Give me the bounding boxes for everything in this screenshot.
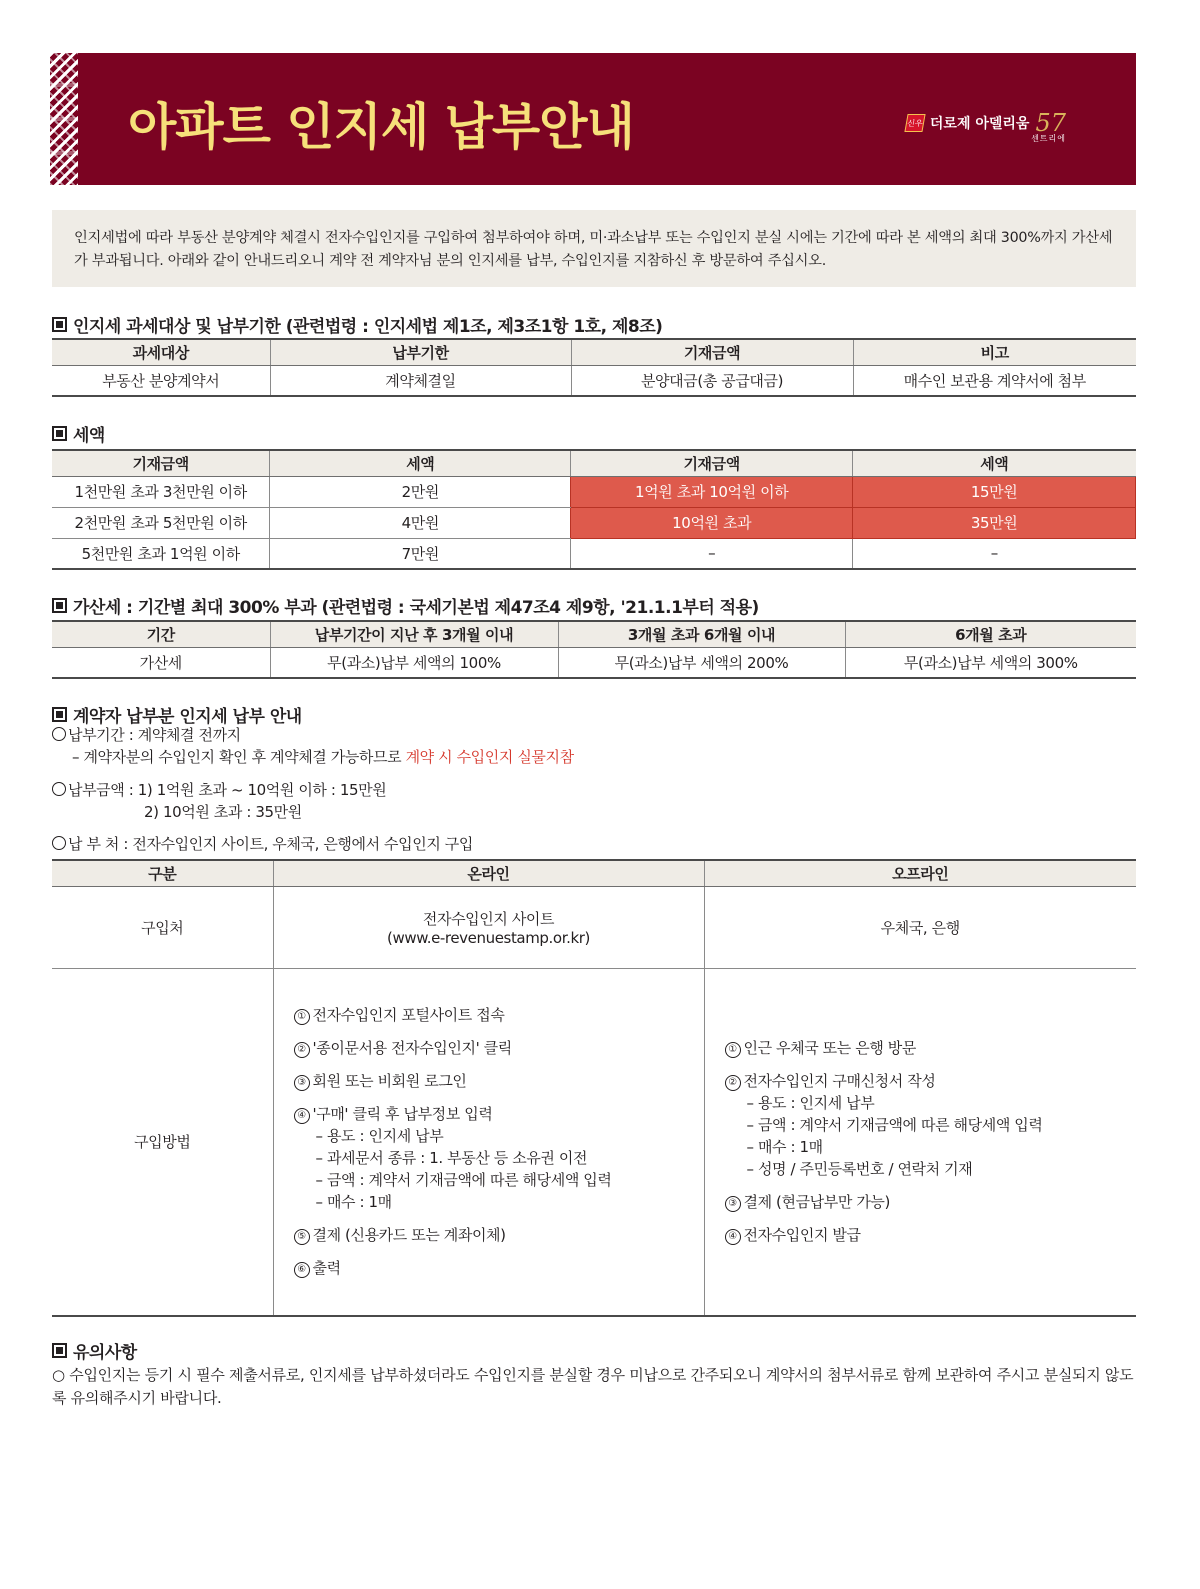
section5-title: 유의사항 <box>52 1338 137 1363</box>
table-cell: 4만원 <box>270 507 571 538</box>
table-cell: 무(과소)납부 세액의 100% <box>270 647 558 678</box>
table-header: 기재금액 <box>52 450 270 476</box>
square-bullet-icon <box>52 707 67 722</box>
emphasis-text: 계약 시 수입인지 실물지참 <box>405 748 574 766</box>
square-bullet-icon <box>52 426 67 441</box>
table-row <box>52 886 1136 968</box>
table-row <box>52 647 1136 678</box>
table-header: 세액 <box>270 450 571 476</box>
intro-box: 인지세법에 따라 부동산 분양계약 체결시 전자수입인지를 구입하여 첨부하여야 하며, 미·과소납부 또는 수입인지 분실 시에는 기간에 따라 본 세액의 최대 300%까지 가산세가 부과됩니다. 아래와 같이 안내드리오니 계약 전 계약자님 분의 인지세를 납부, 수입인지를 지참하신 후 방문하여 주십시오. <box>52 210 1136 287</box>
table-header: 납부기한 <box>270 339 571 365</box>
square-bullet-icon <box>52 1343 67 1358</box>
payment-amount: 납부금액 : 1) 1억원 초과 ~ 10억원 이하 : 15만원 2) 10억원 초과 : 35만원 <box>52 779 386 823</box>
table-cell: 우체국, 은행 <box>704 886 1136 968</box>
purchase-method-table <box>52 859 1136 1317</box>
brand-subtitle: 센트리에 <box>1031 134 1066 143</box>
page-title: 아파트 인지세 납부안내 <box>128 98 634 156</box>
circle-bullet-icon <box>52 727 66 741</box>
table-cell: 무(과소)납부 세액의 200% <box>558 647 845 678</box>
table-header: 구분 <box>52 860 273 886</box>
table-header: 3개월 초과 6개월 이내 <box>558 621 845 647</box>
circle-bullet-icon <box>52 782 66 796</box>
table-header-row <box>52 450 1136 476</box>
table-cell: – <box>571 538 853 569</box>
table-cell: 부동산 분양계약서 <box>52 365 270 396</box>
table-header: 기재금액 <box>571 339 853 365</box>
highlighted-cell: 10억원 초과 <box>571 507 853 538</box>
payment-place: 납 부 처 : 전자수입인지 사이트, 우체국, 은행에서 수입인지 구입 <box>52 833 473 855</box>
header-banner <box>50 53 1136 185</box>
table-header: 기간 <box>52 621 270 647</box>
tax-target-table <box>52 338 1136 397</box>
table-header: 비고 <box>853 339 1136 365</box>
tax-amount-table <box>52 449 1136 570</box>
table-header-row <box>52 860 1136 886</box>
table-cell: 2천만원 초과 5천만원 이하 <box>52 507 270 538</box>
square-bullet-icon <box>52 317 67 332</box>
highlighted-cell: 35만원 <box>853 507 1136 538</box>
table-header: 납부기간이 지난 후 3개월 이내 <box>270 621 558 647</box>
table-row <box>52 365 1136 396</box>
table-row <box>52 507 1136 538</box>
table-cell: 7만원 <box>270 538 571 569</box>
table-header: 세액 <box>853 450 1136 476</box>
table-header: 온라인 <box>273 860 704 886</box>
online-steps: ① 전자수입인지 포털사이트 접속 ② '종이문서용 전자수입인지' 클릭 ③ 회원 또는 비회원 로그인 ④ '구매' 클릭 후 납부정보 입력 – 용도 : 인지세 납부 – 과세문서 종류 : 1. 부동산 등 소유권 이전 – 금액 : 계약서 기재금액에 따른 해당세액 입력 – 매수 : 1매 ⑤ 결제 (신용카드 또는 계좌이체) ⑥ 출력 <box>273 968 704 1316</box>
table-header-row <box>52 339 1136 365</box>
table-cell: 1천만원 초과 3천만원 이하 <box>52 476 270 507</box>
section4-title: 계약자 납부분 인지세 납부 안내 <box>52 702 302 727</box>
table-cell: 계약체결일 <box>270 365 571 396</box>
table-cell: – <box>853 538 1136 569</box>
table-header: 오프라인 <box>704 860 1136 886</box>
table-cell: 가산세 <box>52 647 270 678</box>
table-cell: 2만원 <box>270 476 571 507</box>
notice-text: ○ 수입인지는 등기 시 필수 제출서류로, 인지세를 납부하셨더라도 수입인지를 분실할 경우 미납으로 간주되오니 계약서의 첨부서류로 함께 보관하여 주시고 분실되지 않도록 유의해주시기 바랍니다. <box>52 1366 1134 1407</box>
table-header: 기재금액 <box>571 450 853 476</box>
table-row <box>52 968 1136 1316</box>
table-row <box>52 538 1136 569</box>
table-cell: 구입방법 <box>52 968 273 1316</box>
brand-number: 57 <box>1035 109 1066 137</box>
table-cell: 전자수입인지 사이트 (www.e-revenuestamp.or.kr) <box>273 886 704 968</box>
table-cell: 분양대금(총 공급대금) <box>571 365 853 396</box>
decorative-pattern <box>50 53 78 185</box>
table-cell: 무(과소)납부 세액의 300% <box>845 647 1136 678</box>
payment-period: 납부기간 : 계약체결 전까지 – 계약자분의 수입인지 확인 후 계약체결 가능하므로 계약 시 수입인지 실물지참 <box>52 724 574 768</box>
highlighted-cell: 15만원 <box>853 476 1136 507</box>
table-row <box>52 476 1136 507</box>
table-cell: 매수인 보관용 계약서에 첨부 <box>853 365 1136 396</box>
table-header: 6개월 초과 <box>845 621 1136 647</box>
square-bullet-icon <box>52 598 67 613</box>
highlighted-cell: 1억원 초과 10억원 이하 <box>571 476 853 507</box>
brand-name: 더로제 아델리움 <box>929 116 1030 132</box>
table-cell: 구입처 <box>52 886 273 968</box>
table-header: 과세대상 <box>52 339 270 365</box>
section2-title: 세액 <box>52 421 105 446</box>
penalty-table <box>52 620 1136 679</box>
brand-logo <box>906 109 1066 143</box>
offline-steps: ① 인근 우체국 또는 은행 방문 ② 전자수입인지 구매신청서 작성 – 용도 : 인지세 납부 – 금액 : 계약서 기재금액에 따른 해당세액 입력 – 매수 : 1매 – 성명 / 주민등록번호 / 연락처 기재 ③ 결제 (현금납부만 가능) ④ 전자수입인지 발급 <box>704 968 1136 1316</box>
circle-bullet-icon <box>52 836 66 850</box>
section1-title: 인지세 과세대상 및 납부기한 (관련법령 : 인지세법 제1조, 제3조1항 1호, 제8조) <box>52 312 662 337</box>
section3-title: 가산세 : 기간별 최대 300% 부과 (관련법령 : 국세기본법 제47조4 제9항, '21.1.1부터 적용) <box>52 593 759 618</box>
brand-mark-icon: 신우 <box>904 114 925 132</box>
table-cell: 5천만원 초과 1억원 이하 <box>52 538 270 569</box>
table-header-row <box>52 621 1136 647</box>
